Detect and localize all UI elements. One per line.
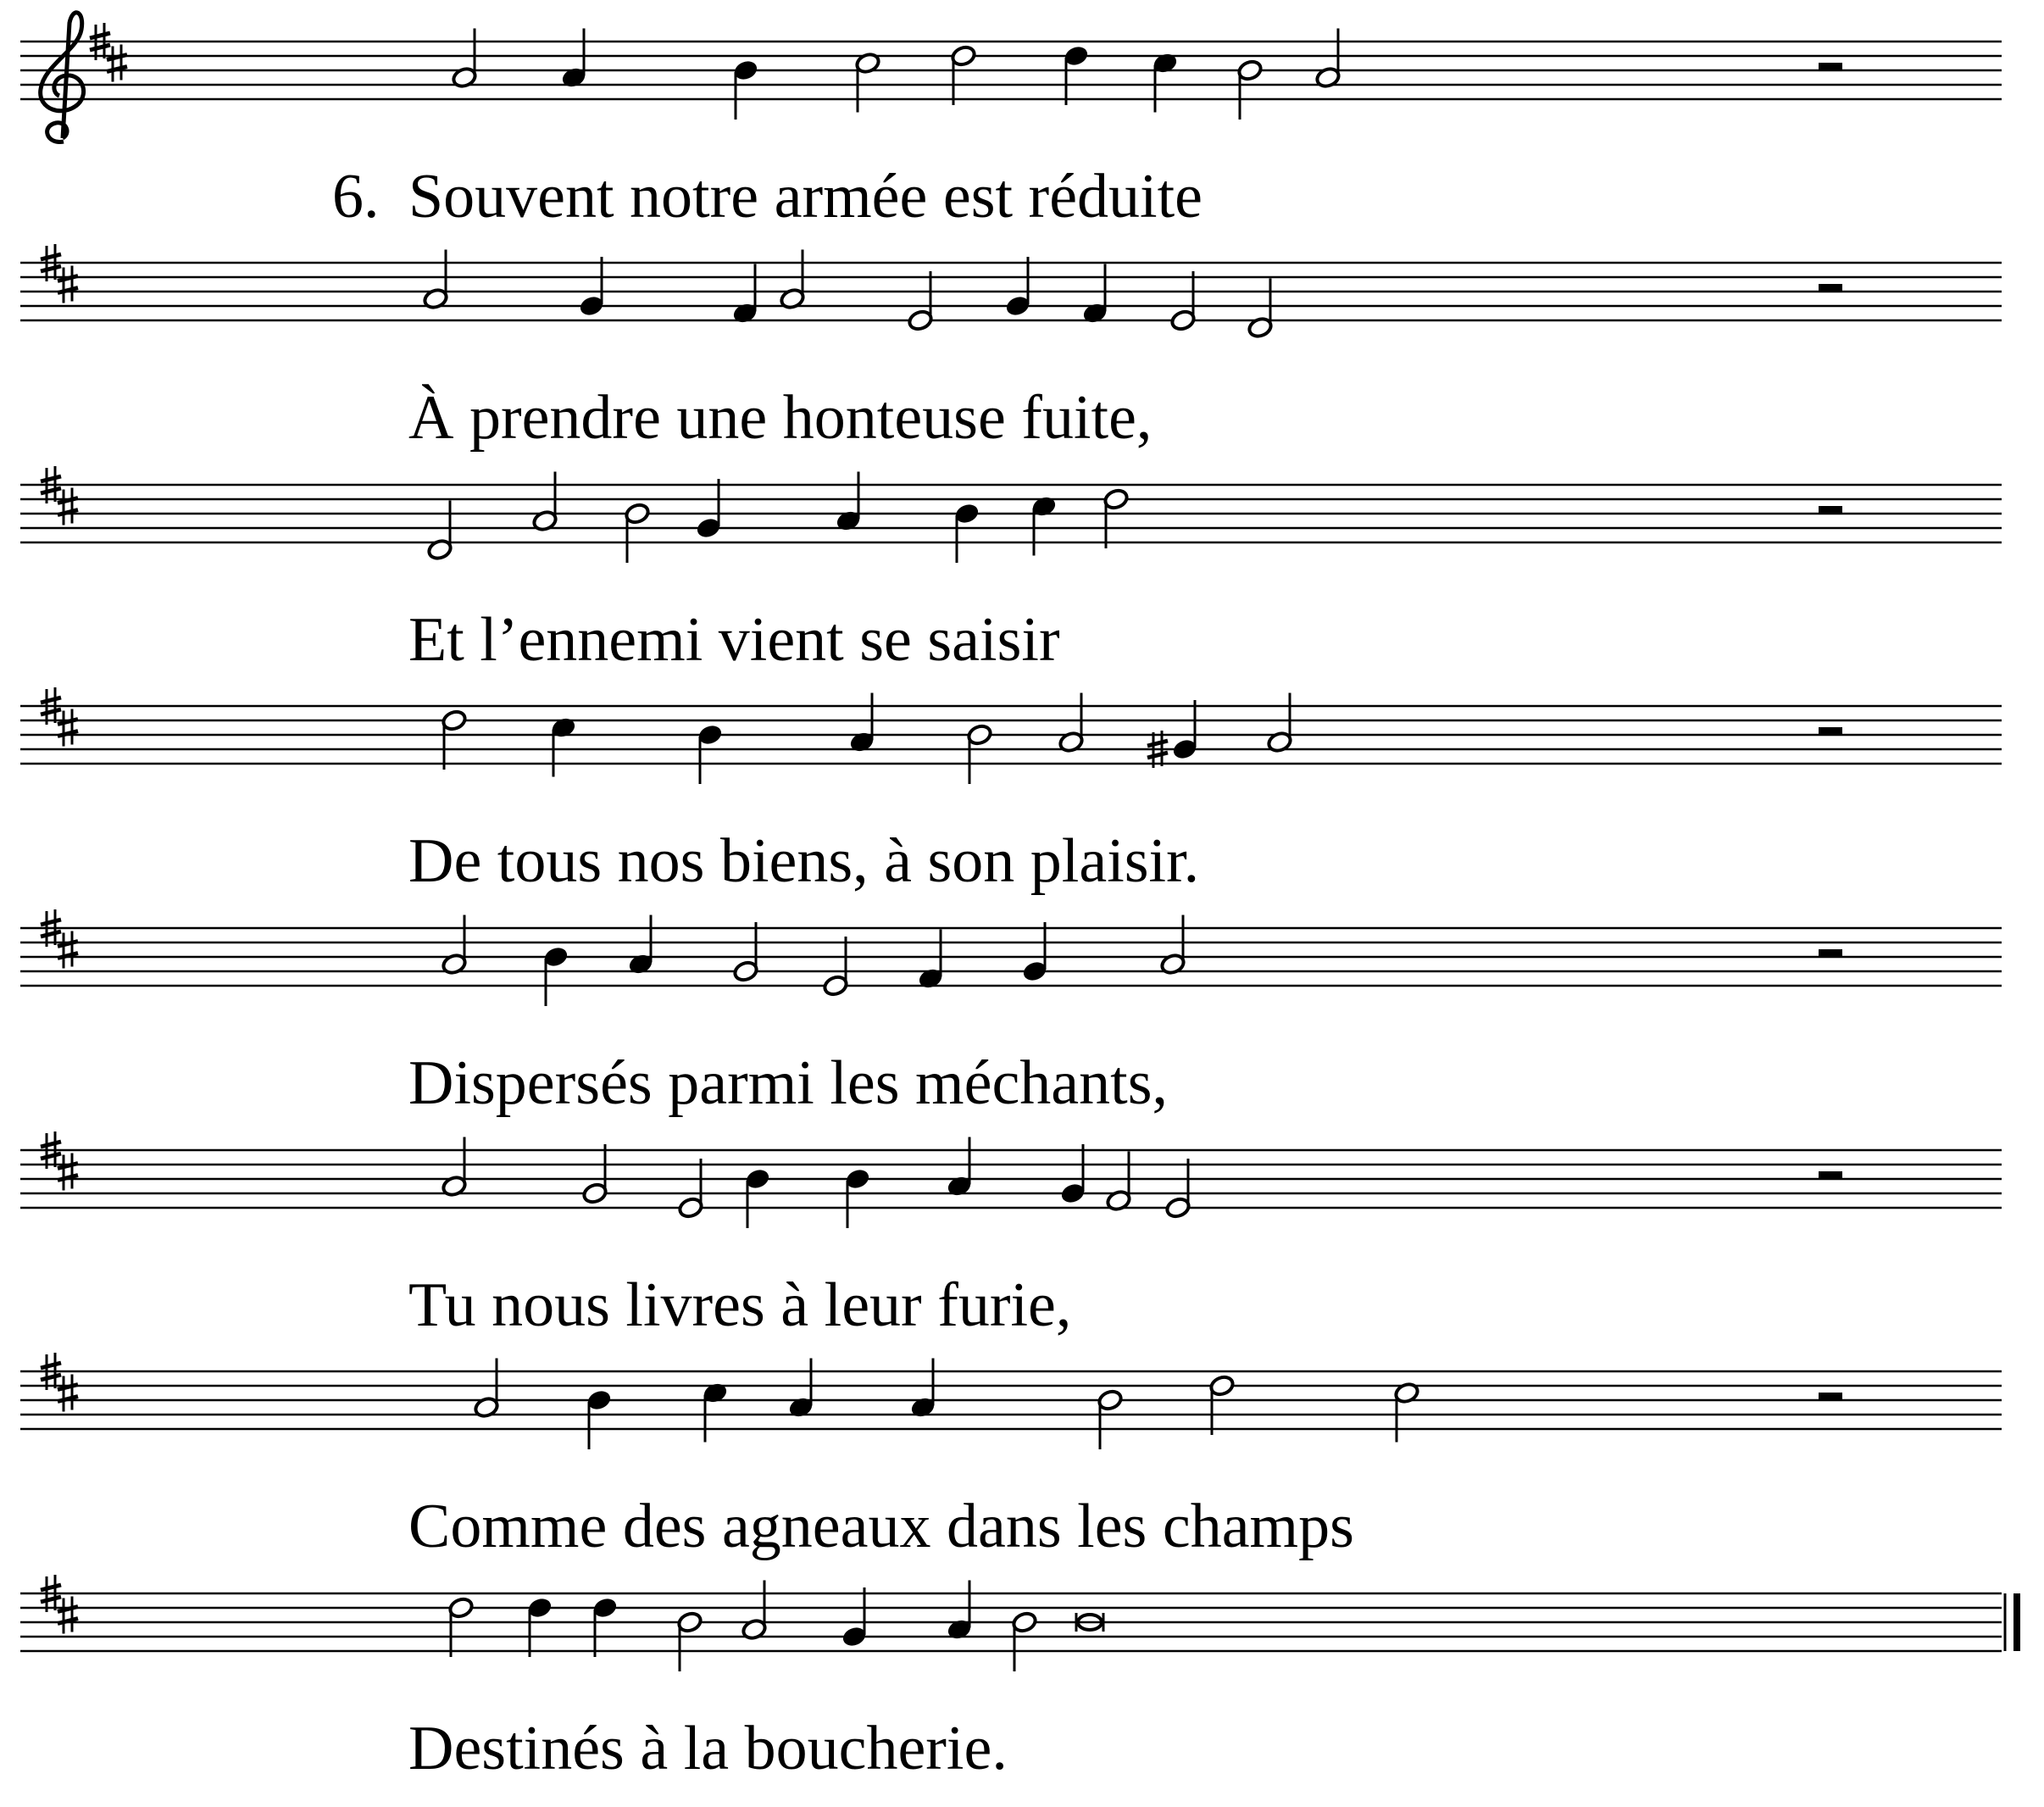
note	[451, 29, 477, 90]
note	[1314, 29, 1341, 90]
note	[441, 1137, 467, 1198]
key-signature-sharp-icon	[58, 1597, 78, 1634]
note	[1103, 487, 1129, 548]
note	[1208, 1374, 1235, 1435]
staff-system	[20, 1353, 2002, 1561]
note	[953, 502, 980, 563]
note	[676, 1610, 703, 1671]
staff-system	[20, 13, 2002, 231]
staff-system	[20, 244, 2002, 453]
note	[1021, 922, 1047, 983]
note	[697, 723, 723, 784]
key-signature-sharp-icon	[58, 266, 78, 303]
note	[627, 915, 653, 976]
note	[1159, 915, 1186, 976]
note	[1164, 1159, 1191, 1220]
note	[1236, 58, 1263, 120]
note	[835, 472, 861, 533]
note	[447, 1596, 474, 1657]
note	[854, 52, 880, 113]
half-rest-icon	[1819, 506, 1842, 514]
note	[844, 1167, 870, 1228]
final-barline-thick	[2013, 1593, 2020, 1651]
note	[1247, 279, 1273, 340]
lyric-line: Et l’ennemi vient se saisir	[408, 605, 1060, 675]
note	[907, 271, 933, 332]
note	[741, 1581, 767, 1642]
note	[1059, 1144, 1086, 1205]
half-rest-icon	[1819, 1393, 1842, 1401]
note	[732, 922, 758, 983]
staff-system	[20, 466, 2002, 675]
note	[1393, 1382, 1419, 1443]
half-rest-icon	[1819, 727, 1842, 736]
note	[550, 716, 576, 777]
key-signature-sharp-icon	[58, 1375, 78, 1412]
note	[441, 709, 467, 770]
note	[1152, 52, 1178, 113]
note	[1030, 495, 1057, 556]
note	[950, 44, 976, 105]
note	[578, 257, 604, 318]
note	[526, 1596, 553, 1657]
note	[1097, 1388, 1123, 1449]
lyric-line: Tu nous livres à leur furie,	[408, 1270, 1072, 1340]
note	[946, 1137, 972, 1198]
note	[1058, 693, 1084, 754]
treble-clef-icon	[41, 13, 84, 142]
lyric-line: De tous nos biens, à son plaisir.	[408, 826, 1200, 896]
note	[841, 1587, 867, 1649]
note	[966, 723, 992, 784]
note	[702, 1382, 728, 1443]
note	[744, 1167, 770, 1228]
key-signature-sharp-icon	[58, 488, 78, 525]
note	[542, 945, 569, 1006]
note	[909, 1359, 936, 1420]
note	[592, 1596, 618, 1657]
note	[946, 1581, 972, 1642]
staff-system	[20, 909, 2002, 1118]
note	[787, 1359, 814, 1420]
staff-system	[20, 687, 2002, 896]
key-signature-sharp-icon	[58, 709, 78, 747]
note	[1081, 264, 1108, 325]
half-rest-icon	[1819, 949, 1842, 958]
note	[1004, 257, 1030, 318]
note	[560, 29, 586, 90]
staff-system	[20, 1575, 2020, 1783]
note	[1169, 271, 1196, 332]
staff-system	[20, 1131, 2002, 1340]
note	[581, 1144, 608, 1205]
lyric-line: Comme des agneaux dans les champs	[408, 1492, 1354, 1561]
key-signature-sharp-icon	[58, 1154, 78, 1191]
note	[441, 915, 467, 976]
note	[426, 501, 453, 562]
note	[586, 1388, 612, 1449]
lyric-line: À prendre une honteuse fuite,	[408, 383, 1153, 453]
note	[677, 1159, 703, 1220]
note	[531, 472, 558, 533]
note	[1266, 693, 1292, 754]
lyric-line: Dispersés parmi les méchants,	[408, 1048, 1168, 1118]
note	[695, 479, 721, 540]
note	[1105, 1152, 1131, 1213]
half-rest-icon	[1819, 284, 1842, 292]
note	[731, 264, 758, 325]
key-signature-sharp-icon	[107, 45, 127, 82]
key-signature-sharp-icon	[58, 931, 78, 969]
note	[1063, 44, 1089, 105]
note	[422, 250, 448, 311]
note	[732, 58, 758, 120]
note	[822, 937, 848, 998]
note	[473, 1359, 499, 1420]
verse-number: 6.	[332, 162, 380, 231]
lyric-line: Souvent notre armée est réduite	[408, 162, 1203, 231]
note	[779, 250, 805, 311]
note	[917, 930, 943, 991]
half-rest-icon	[1819, 63, 1842, 71]
note	[848, 693, 875, 754]
lyric-line: Destinés à la boucherie.	[408, 1714, 1008, 1783]
note	[624, 502, 650, 563]
note	[1011, 1610, 1037, 1671]
half-rest-icon	[1819, 1171, 1842, 1180]
